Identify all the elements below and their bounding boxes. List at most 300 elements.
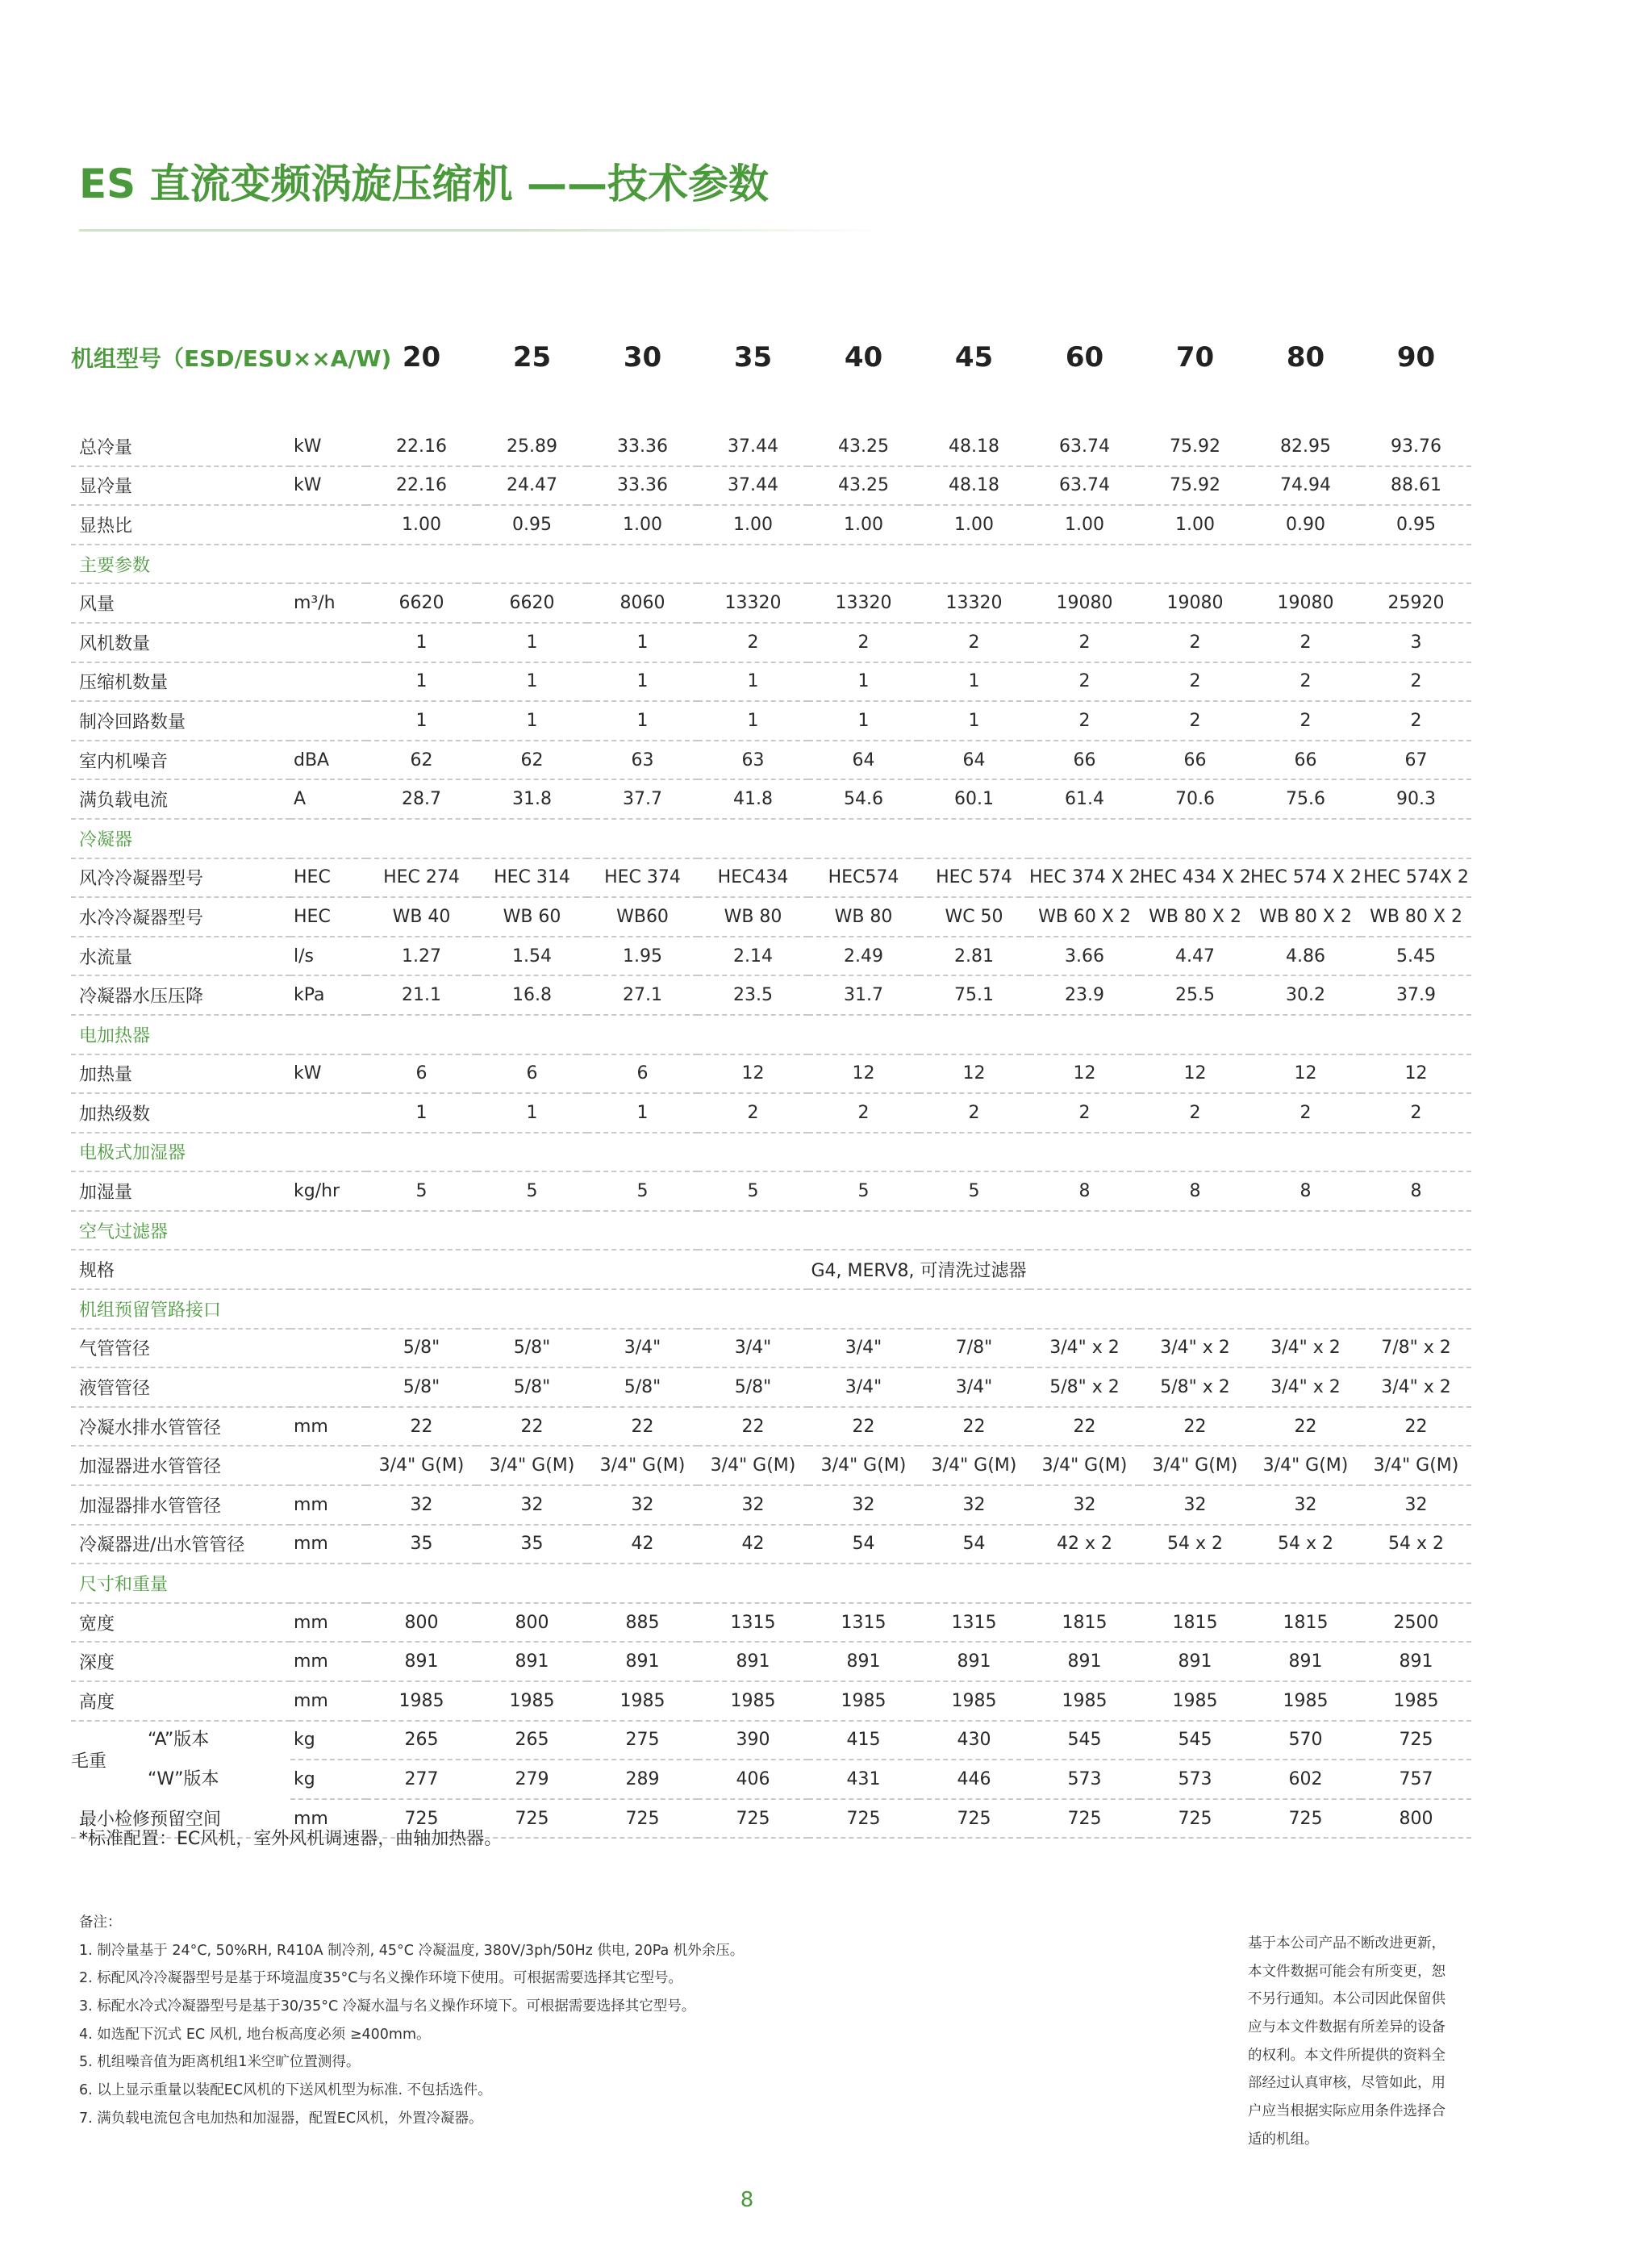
- table-cell: 0.95: [477, 505, 587, 545]
- table-cell: 2: [1029, 623, 1140, 662]
- table-cell: 1985: [1250, 1681, 1361, 1721]
- table-cell: 41.8: [698, 779, 808, 819]
- table-cell: 545: [1140, 1721, 1250, 1760]
- model-number: 45: [954, 341, 994, 374]
- row-unit: m³/h: [290, 583, 366, 623]
- table-cell: 1: [919, 701, 1029, 741]
- table-cell: 1: [477, 662, 587, 702]
- table-cell: 891: [808, 1642, 919, 1681]
- table-cell: 32: [698, 1485, 808, 1525]
- table-cell: 1: [366, 1093, 477, 1133]
- table-cell: 37.44: [698, 428, 808, 466]
- version-label: “A”版本: [148, 1729, 210, 1750]
- table-cell: 2: [1250, 623, 1361, 662]
- table-cell: 22: [477, 1407, 587, 1447]
- row-label: 加热量: [71, 1054, 290, 1094]
- table-cell: 279: [477, 1760, 587, 1799]
- table-cell: 48.18: [919, 466, 1029, 506]
- table-cell: 37.9: [1361, 975, 1471, 1015]
- spec-row: [71, 1681, 1471, 1721]
- table-cell: 82.95: [1250, 428, 1361, 466]
- table-cell: 1.00: [698, 505, 808, 545]
- table-cell: WB60: [587, 897, 698, 937]
- spec-row: [71, 1446, 1471, 1485]
- table-cell: 74.94: [1250, 466, 1361, 506]
- spec-row: [71, 975, 1471, 1015]
- table-cell: 8: [1250, 1171, 1361, 1211]
- section-header-row: [71, 1211, 1471, 1250]
- table-cell: 13320: [698, 583, 808, 623]
- table-cell: 1815: [1029, 1603, 1140, 1643]
- section-header: 电极式加湿器: [71, 1133, 1471, 1172]
- table-cell: 2: [1140, 623, 1250, 662]
- table-cell: 2: [1029, 662, 1140, 702]
- row-label: 水冷冷凝器型号: [71, 897, 290, 937]
- table-cell: 2: [1250, 701, 1361, 741]
- table-cell: 22.16: [366, 428, 477, 466]
- table-cell: 725: [1029, 1799, 1140, 1839]
- table-cell: 13320: [919, 583, 1029, 623]
- table-cell: 275: [587, 1721, 698, 1760]
- disclaimer-line: 的权利。本文件所提供的资料全: [1248, 2047, 1446, 2064]
- row-label: 风机数量: [71, 623, 290, 662]
- table-cell: 22: [1361, 1407, 1471, 1447]
- table-cell: 12: [1029, 1054, 1140, 1094]
- row-label: 气管管径: [71, 1329, 290, 1368]
- table-cell: 66: [1029, 741, 1140, 780]
- table-cell: 32: [808, 1485, 919, 1525]
- table-cell: 42: [698, 1525, 808, 1564]
- table-cell: 75.92: [1140, 466, 1250, 506]
- table-cell: 31.7: [808, 975, 919, 1015]
- model-number: 60: [1065, 341, 1104, 374]
- table-cell: 2: [808, 623, 919, 662]
- table-cell: 12: [1140, 1054, 1250, 1094]
- remarks: [79, 1909, 744, 2133]
- row-label: 加湿量: [71, 1171, 290, 1211]
- table-cell: 25920: [1361, 583, 1471, 623]
- row-unit: kg/hr: [290, 1171, 366, 1211]
- filter-spec-value: G4, MERV8, 可清洗过滤器: [366, 1250, 1471, 1289]
- table-cell: 8: [1140, 1171, 1250, 1211]
- table-cell: 75.92: [1140, 428, 1250, 466]
- table-cell: 1: [477, 1093, 587, 1133]
- table-cell: 31.8: [477, 779, 587, 819]
- table-cell: 2: [1250, 662, 1361, 702]
- table-cell: 2: [1361, 1093, 1471, 1133]
- table-cell: 32: [366, 1485, 477, 1525]
- table-cell: 32: [1361, 1485, 1471, 1525]
- table-cell: 61.4: [1029, 779, 1140, 819]
- row-unit: mm: [290, 1407, 366, 1447]
- spec-row: [71, 623, 1471, 662]
- table-cell: 0.90: [1250, 505, 1361, 545]
- table-cell: 1.00: [808, 505, 919, 545]
- table-cell: 32: [587, 1485, 698, 1525]
- spec-row: [71, 1525, 1471, 1564]
- table-cell: 3/4" G(M): [1029, 1446, 1140, 1485]
- table-cell: 22: [919, 1407, 1029, 1447]
- table-cell: 1.27: [366, 937, 477, 976]
- table-cell: 1985: [587, 1681, 698, 1721]
- row-label: 压缩机数量: [71, 662, 290, 702]
- table-cell: 25.89: [477, 428, 587, 466]
- table-cell: WB 60 X 2: [1029, 897, 1140, 937]
- table-cell: 3: [1361, 623, 1471, 662]
- table-cell: 1: [587, 701, 698, 741]
- table-cell: 33.36: [587, 466, 698, 506]
- table-cell: 891: [477, 1642, 587, 1681]
- disclaimer-line: 不另行通知。本公司因此保留供: [1248, 1991, 1446, 2008]
- table-cell: 33.36: [587, 428, 698, 466]
- section-header-row: [71, 545, 1471, 584]
- table-cell: 2: [1361, 701, 1471, 741]
- table-cell: 3/4" x 2: [1250, 1367, 1361, 1407]
- remark-item: 6. 以上显示重量以装配EC风机的下送风机型为标准. 不包括选件。: [79, 2082, 492, 2099]
- table-cell: 2.81: [919, 937, 1029, 976]
- table-cell: 88.61: [1361, 466, 1471, 506]
- table-cell: 3/4" G(M): [477, 1446, 587, 1485]
- table-cell: 8: [1361, 1171, 1471, 1211]
- table-cell: 12: [919, 1054, 1029, 1094]
- table-cell: 70.6: [1140, 779, 1250, 819]
- table-cell: 1: [808, 662, 919, 702]
- table-cell: 2: [919, 623, 1029, 662]
- table-cell: 6: [477, 1054, 587, 1094]
- table-cell: 1: [698, 701, 808, 741]
- spec-row: [71, 701, 1471, 741]
- table-cell: 2: [1361, 662, 1471, 702]
- table-cell: 2: [1140, 662, 1250, 702]
- table-cell: 6620: [366, 583, 477, 623]
- disclaimer: [1248, 1930, 1466, 2154]
- table-cell: WB 80 X 2: [1361, 897, 1471, 937]
- table-cell: WC 50: [919, 897, 1029, 937]
- table-cell: 3/4" G(M): [919, 1446, 1029, 1485]
- table-cell: 90.3: [1361, 779, 1471, 819]
- table-cell: 1815: [1140, 1603, 1250, 1643]
- row-label: 满负载电流: [71, 779, 290, 819]
- table-cell: 7/8": [919, 1329, 1029, 1368]
- table-cell: 75.6: [1250, 779, 1361, 819]
- title-underline: [79, 229, 886, 232]
- table-cell: 23.9: [1029, 975, 1140, 1015]
- table-cell: 1: [808, 701, 919, 741]
- table-cell: 1: [477, 623, 587, 662]
- table-cell: 1: [366, 701, 477, 741]
- spec-row: [71, 1093, 1471, 1133]
- spec-row: [71, 428, 1471, 466]
- row-label: 风量: [71, 583, 290, 623]
- table-cell: 19080: [1140, 583, 1250, 623]
- row-label: 冷凝器水压压降: [71, 975, 290, 1015]
- table-cell: 62: [477, 741, 587, 780]
- row-label: 冷凝水排水管管径: [71, 1407, 290, 1447]
- row-unit: [290, 623, 366, 662]
- table-cell: 1.00: [1140, 505, 1250, 545]
- table-cell: 545: [1029, 1721, 1140, 1760]
- table-cell: 390: [698, 1721, 808, 1760]
- table-cell: 12: [1250, 1054, 1361, 1094]
- model-number: 30: [623, 341, 662, 374]
- table-cell: 67: [1361, 741, 1471, 780]
- section-header-row: [71, 1564, 1471, 1603]
- table-cell: 725: [366, 1799, 477, 1839]
- table-cell: 63: [587, 741, 698, 780]
- model-number: 80: [1286, 341, 1325, 374]
- table-cell: 12: [1361, 1054, 1471, 1094]
- table-cell: 3/4": [698, 1329, 808, 1368]
- table-cell: 5/8": [477, 1329, 587, 1368]
- table-cell: 1: [366, 662, 477, 702]
- table-cell: 27.1: [587, 975, 698, 1015]
- table-cell: 725: [477, 1799, 587, 1839]
- row-label: 水流量: [71, 937, 290, 976]
- remark-item: 7. 满负载电流包含电加热和加湿器，配置EC风机，外置冷凝器。: [79, 2110, 483, 2127]
- table-cell: 1815: [1250, 1603, 1361, 1643]
- table-cell: 800: [477, 1603, 587, 1643]
- remark-item: 4. 如选配下沉式 EC 风机, 地台板高度必须 ≥400mm。: [79, 2026, 431, 2043]
- spec-row: [71, 1642, 1471, 1681]
- table-cell: 2: [1140, 701, 1250, 741]
- table-cell: 35: [366, 1525, 477, 1564]
- disclaimer-line: 基于本公司产品不断改进更新，: [1248, 1935, 1446, 1952]
- section-header: 机组预留管路接口: [71, 1289, 1471, 1329]
- table-cell: 2.49: [808, 937, 919, 976]
- table-cell: 37.7: [587, 779, 698, 819]
- remark-item: 2. 标配风冷冷凝器型号是基于环境温度35°C与名义操作环境下使用。可根据需要选择其它型号。: [79, 1970, 682, 1987]
- row-unit: A: [290, 779, 366, 819]
- table-cell: WB 80: [808, 897, 919, 937]
- row-label: 加湿器进水管管径: [71, 1446, 290, 1485]
- row-unit: kW: [290, 1054, 366, 1094]
- table-cell: 12: [808, 1054, 919, 1094]
- row-label: 制冷回路数量: [71, 701, 290, 741]
- section-header: 空气过滤器: [71, 1211, 1471, 1250]
- table-cell: HEC 274: [366, 858, 477, 898]
- table-cell: 42: [587, 1525, 698, 1564]
- table-cell: 54: [919, 1525, 1029, 1564]
- table-cell: 891: [1361, 1642, 1471, 1681]
- spec-row: [71, 1329, 1471, 1368]
- table-cell: 21.1: [366, 975, 477, 1015]
- section-header: 电加热器: [71, 1015, 1471, 1054]
- table-cell: 1985: [477, 1681, 587, 1721]
- table-cell: 6: [366, 1054, 477, 1094]
- weight-group-label: [71, 1721, 290, 1799]
- table-cell: 62: [366, 741, 477, 780]
- table-cell: 891: [587, 1642, 698, 1681]
- table-cell: 725: [698, 1799, 808, 1839]
- table-cell: 54: [808, 1525, 919, 1564]
- table-cell: 1.00: [919, 505, 1029, 545]
- table-cell: 64: [808, 741, 919, 780]
- table-cell: 1985: [1361, 1681, 1471, 1721]
- table-cell: 5/8": [587, 1367, 698, 1407]
- table-cell: 22: [1250, 1407, 1361, 1447]
- table-cell: 60.1: [919, 779, 1029, 819]
- table-cell: 1.54: [477, 937, 587, 976]
- version-label: “W”版本: [148, 1769, 219, 1790]
- model-number: 20: [402, 341, 441, 374]
- table-cell: 22: [587, 1407, 698, 1447]
- table-cell: 5.45: [1361, 937, 1471, 976]
- table-cell: 2500: [1361, 1603, 1471, 1643]
- row-label: 冷凝器进/出水管管径: [71, 1525, 290, 1564]
- table-cell: 42 x 2: [1029, 1525, 1140, 1564]
- table-cell: 891: [1029, 1642, 1140, 1681]
- row-unit: [290, 662, 366, 702]
- row-label: 显热比: [71, 505, 290, 545]
- disclaimer-line: 部经过认真审核，尽管如此，用: [1248, 2075, 1446, 2092]
- table-cell: 446: [919, 1760, 1029, 1799]
- table-cell: 725: [587, 1799, 698, 1839]
- row-unit: [290, 1329, 366, 1368]
- section-header: 尺寸和重量: [71, 1564, 1471, 1603]
- table-cell: 725: [1361, 1721, 1471, 1760]
- table-cell: 7/8" x 2: [1361, 1329, 1471, 1368]
- table-cell: 5: [587, 1171, 698, 1211]
- table-cell: 22: [808, 1407, 919, 1447]
- table-cell: 48.18: [919, 428, 1029, 466]
- table-cell: 32: [1250, 1485, 1361, 1525]
- table-cell: 93.76: [1361, 428, 1471, 466]
- section-header-row: [71, 1015, 1471, 1054]
- table-cell: 3/4": [808, 1367, 919, 1407]
- table-cell: 725: [919, 1799, 1029, 1839]
- table-cell: 1985: [698, 1681, 808, 1721]
- model-number: 90: [1396, 341, 1436, 374]
- table-cell: WB 40: [366, 897, 477, 937]
- table-cell: 1985: [366, 1681, 477, 1721]
- table-cell: 54 x 2: [1140, 1525, 1250, 1564]
- table-cell: 4.47: [1140, 937, 1250, 976]
- table-cell: 891: [698, 1642, 808, 1681]
- table-cell: 35: [477, 1525, 587, 1564]
- row-label: 加热级数: [71, 1093, 290, 1133]
- row-unit: mm: [290, 1681, 366, 1721]
- table-cell: 1985: [808, 1681, 919, 1721]
- table-cell: 32: [477, 1485, 587, 1525]
- row-unit: mm: [290, 1642, 366, 1681]
- disclaimer-line: 户应当根据实际应用条件选择合: [1248, 2103, 1446, 2120]
- table-cell: 5/8" x 2: [1140, 1367, 1250, 1407]
- remarks-heading: 备注：: [79, 1914, 122, 1931]
- table-cell: HEC 574X 2: [1361, 858, 1471, 898]
- table-cell: 1: [587, 623, 698, 662]
- table-cell: 16.8: [477, 975, 587, 1015]
- table-cell: HEC574: [808, 858, 919, 898]
- table-cell: 3.66: [1029, 937, 1140, 976]
- row-unit: kPa: [290, 975, 366, 1015]
- table-cell: 1: [366, 623, 477, 662]
- table-cell: 22: [1140, 1407, 1250, 1447]
- table-cell: HEC 574: [919, 858, 1029, 898]
- table-cell: 3/4" x 2: [1029, 1329, 1140, 1368]
- table-cell: 3/4" x 2: [1361, 1367, 1471, 1407]
- standard-config-note: *标准配置：EC风机，室外风机调速器，曲轴加热器。: [79, 1829, 503, 1849]
- table-cell: 757: [1361, 1760, 1471, 1799]
- row-unit: mm: [290, 1525, 366, 1564]
- row-unit: mm: [290, 1799, 366, 1839]
- section-header-row: [71, 819, 1471, 858]
- spec-table: [71, 321, 1471, 1839]
- table-cell: 891: [1140, 1642, 1250, 1681]
- table-cell: 885: [587, 1603, 698, 1643]
- table-cell: 1.00: [1029, 505, 1140, 545]
- table-cell: 64: [919, 741, 1029, 780]
- page-number: 8: [740, 2188, 754, 2212]
- table-cell: 2.14: [698, 937, 808, 976]
- row-unit: kg: [290, 1760, 366, 1799]
- table-cell: 406: [698, 1760, 808, 1799]
- table-cell: 1: [587, 662, 698, 702]
- table-cell: 725: [1140, 1799, 1250, 1839]
- weight-group-name: 毛重: [71, 1751, 107, 1772]
- table-cell: 3/4" G(M): [808, 1446, 919, 1485]
- table-cell: 19080: [1029, 583, 1140, 623]
- row-unit: [290, 1250, 366, 1289]
- table-cell: 2: [919, 1093, 1029, 1133]
- table-cell: 265: [366, 1721, 477, 1760]
- table-cell: 22.16: [366, 466, 477, 506]
- table-cell: 43.25: [808, 466, 919, 506]
- table-cell: 725: [808, 1799, 919, 1839]
- table-cell: 2: [808, 1093, 919, 1133]
- model-header-row: [71, 321, 1471, 394]
- spec-row: [71, 741, 1471, 780]
- table-cell: 8: [1029, 1171, 1140, 1211]
- page-title: ES 直流变频涡旋压缩机 ——技术参数: [79, 161, 769, 207]
- section-header: 主要参数: [71, 545, 1471, 584]
- row-unit: mm: [290, 1603, 366, 1643]
- row-unit: kW: [290, 428, 366, 466]
- row-label: 宽度: [71, 1603, 290, 1643]
- table-cell: 5: [919, 1171, 1029, 1211]
- table-cell: 265: [477, 1721, 587, 1760]
- table-cell: WB 80: [698, 897, 808, 937]
- model-number: 40: [844, 341, 883, 374]
- table-cell: HEC 574 X 2: [1250, 858, 1361, 898]
- table-cell: 891: [366, 1642, 477, 1681]
- spec-row: [71, 1054, 1471, 1094]
- table-cell: 3/4" G(M): [1140, 1446, 1250, 1485]
- row-unit: HEC: [290, 897, 366, 937]
- spec-row: [71, 1407, 1471, 1447]
- table-cell: HEC 374 X 2: [1029, 858, 1140, 898]
- table-cell: 2: [1029, 1093, 1140, 1133]
- table-cell: 1: [477, 701, 587, 741]
- table-cell: 32: [919, 1485, 1029, 1525]
- table-cell: 2: [1250, 1093, 1361, 1133]
- row-label: 规格: [71, 1250, 290, 1289]
- table-cell: 3/4" x 2: [1250, 1329, 1361, 1368]
- row-label: 深度: [71, 1642, 290, 1681]
- disclaimer-line: 应与本文件数据有所差异的设备: [1248, 2019, 1446, 2036]
- table-cell: 415: [808, 1721, 919, 1760]
- table-cell: 1.95: [587, 937, 698, 976]
- spec-row: [71, 1603, 1471, 1643]
- table-cell: 2: [698, 1093, 808, 1133]
- table-cell: 6: [587, 1054, 698, 1094]
- table-cell: 22: [1029, 1407, 1140, 1447]
- table-cell: WB 80 X 2: [1140, 897, 1250, 937]
- table-cell: 22: [698, 1407, 808, 1447]
- table-cell: 602: [1250, 1760, 1361, 1799]
- table-cell: 22: [366, 1407, 477, 1447]
- table-cell: WB 60: [477, 897, 587, 937]
- row-label: 室内机噪音: [71, 741, 290, 780]
